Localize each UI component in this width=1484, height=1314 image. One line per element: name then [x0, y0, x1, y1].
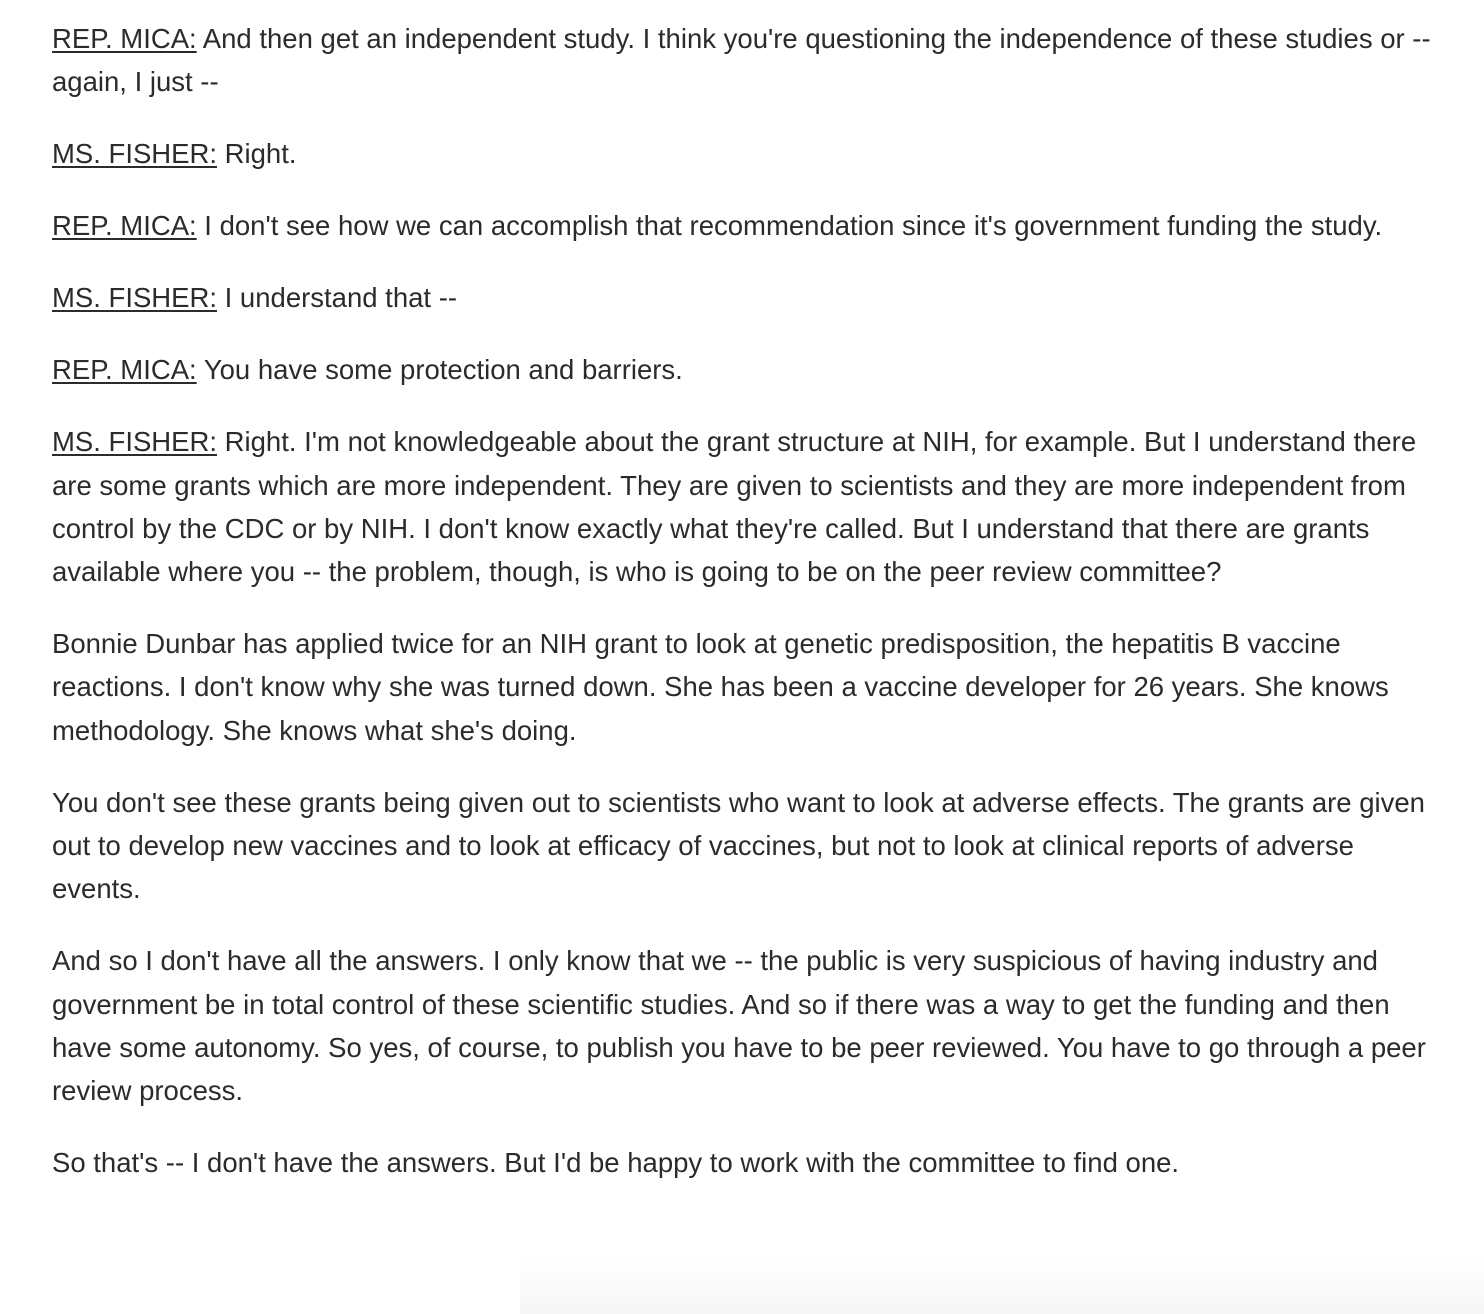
- speaker-label: MS. FISHER:: [52, 138, 218, 170]
- transcript-paragraph: [52, 348, 1448, 391]
- transcript-paragraph: [52, 420, 1448, 593]
- paragraph-text: And so I don't have all the answers. I only know that we -- the public is very suspicious of having industry and government be in total control of these scientific studies. And so if there was a way to get the funding and then have some autonomy. So yes, of course, to publish you have to be peer reviewed. You have to go through a peer review process.: [52, 945, 1426, 1107]
- transcript-paragraph: [52, 204, 1448, 247]
- speaker-label: MS. FISHER:: [52, 426, 218, 458]
- speaker-label: MS. FISHER:: [52, 282, 218, 314]
- paragraph-text: Right.: [217, 138, 297, 170]
- transcript-paragraph: [52, 132, 1448, 175]
- paragraph-text: So that's -- I don't have the answers. But I'd be happy to work with the committee to find one.: [52, 1147, 1180, 1179]
- transcript-paragraph: [52, 622, 1448, 752]
- paragraph-text: Bonnie Dunbar has applied twice for an NIH grant to look at genetic predisposition, the hepatitis B vaccine reactions. I don't know why she was turned down. She has been a vaccine developer for 26 years. She knows methodology. She knows what she's doing.: [52, 628, 1389, 746]
- transcript-paragraph: [52, 781, 1448, 911]
- paragraph-text: I understand that --: [217, 282, 458, 314]
- paragraph-text: You don't see these grants being given out to scientists who want to look at adverse effects. The grants are given out to develop new vaccines and to look at efficacy of vaccines, but not to look at clinical reports of adverse events.: [52, 786, 1425, 905]
- speaker-label: REP. MICA:: [52, 210, 197, 242]
- paragraph-text: Right. I'm not knowledgeable about the grant structure at NIH, for example. But I understand there are some grants which are more independent. They are given to scientists and they are more independent from control by the CDC or by NIH. I don't know exactly what they're called. But I understand that there are grants available where you -- the problem, though, is who is going to be on the peer review committee?: [52, 426, 1417, 588]
- transcript: [52, 17, 1448, 1213]
- transcript-paragraph: [52, 276, 1448, 319]
- transcript-paragraph: [52, 17, 1448, 104]
- speaker-label: REP. MICA:: [52, 354, 197, 386]
- paragraph-text: And then get an independent study. I think you're questioning the independence of these studies or -- again, I just --: [52, 23, 1431, 98]
- speaker-label: REP. MICA:: [52, 23, 197, 54]
- paragraph-text: You have some protection and barriers.: [196, 354, 683, 386]
- transcript-paragraph: [52, 1141, 1448, 1184]
- bottom-shadow: [520, 1254, 1484, 1314]
- transcript-paragraph: [52, 939, 1448, 1112]
- paragraph-text: I don't see how we can accomplish that recommendation since it's government funding the study.: [196, 210, 1383, 242]
